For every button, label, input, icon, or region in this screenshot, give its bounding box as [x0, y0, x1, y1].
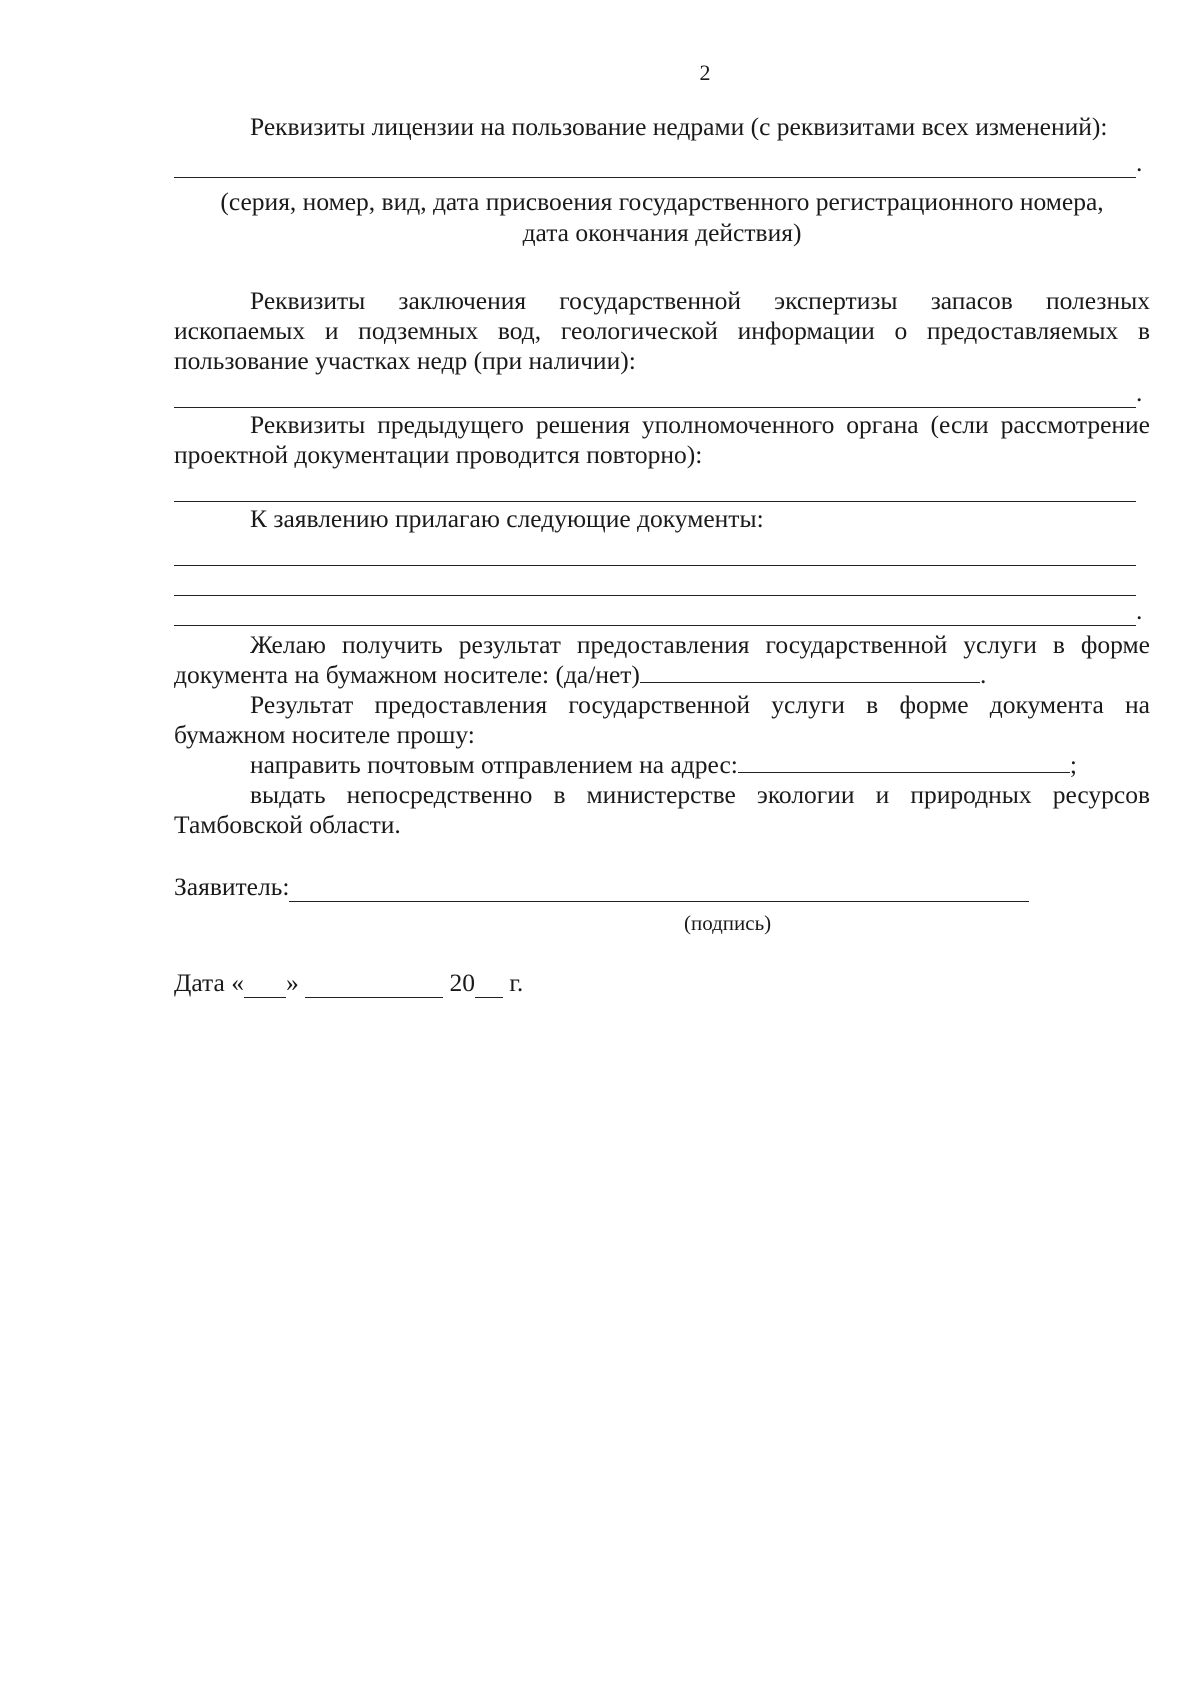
expertise-requisites-field[interactable] — [174, 378, 1150, 408]
attachments-field-2[interactable] — [174, 566, 1150, 596]
attachments-blank-line-2[interactable] — [174, 571, 1136, 596]
date-year-suffix: г. — [509, 968, 524, 997]
document-body — [174, 112, 1150, 998]
mail-option-line — [174, 750, 1150, 780]
expertise-requisites-text: Реквизиты заключения государственной экспертизы запасов полезных ископаемых и подземных вод, геологической информации о предоставляемых в пользование участках недр (при наличии): — [174, 286, 1150, 375]
paper-form-paragraph — [174, 630, 1150, 690]
attachments-line-end: . — [1136, 596, 1143, 625]
date-label: Дата « — [174, 968, 244, 997]
date-year-field[interactable] — [475, 975, 503, 998]
delivery-intro-text: Результат предоставления государственной услуги в форме документа на бумажном носителе прошу: — [174, 690, 1150, 749]
license-blank-line[interactable] — [174, 153, 1136, 178]
in-person-option-text: выдать непосредственно в министерстве экологии и природных ресурсов Тамбовской области. — [174, 780, 1150, 839]
license-requisites-field[interactable] — [174, 148, 1150, 178]
attachments-blank-line-1[interactable] — [174, 541, 1136, 566]
attachments-text: К заявлению прилагаю следующие документы: — [250, 504, 764, 533]
attachments-blank-line-3[interactable] — [174, 601, 1136, 626]
expertise-line-end: . — [1136, 378, 1143, 407]
license-field-caption: (серия, номер, вид, дата присвоения государственного регистрационного номера, дата окончания действия) — [220, 187, 1104, 247]
page-number: 2 — [699, 60, 711, 85]
previous-decision-field[interactable] — [174, 472, 1150, 502]
paper-form-answer-field[interactable] — [640, 660, 980, 683]
signature-field[interactable] — [289, 877, 1029, 902]
mail-option-end: ; — [1069, 750, 1077, 779]
paper-form-text: Желаю получить результат предоставления государственной услуги в форме документа на бумажном носителе: (да/нет) — [174, 630, 1150, 689]
mail-address-field[interactable] — [738, 750, 1070, 773]
mail-option-text: направить почтовым отправлением на адрес: — [250, 750, 738, 779]
date-day-field[interactable] — [244, 975, 286, 998]
date-row — [174, 968, 1150, 998]
previous-decision-text: Реквизиты предыдущего решения уполномоченного органа (если рассмотрение проектной документации проводится повторно): — [174, 410, 1150, 469]
license-line-end: . — [1136, 148, 1143, 177]
signature-row — [174, 872, 1150, 902]
date-close-quote: » — [285, 968, 299, 997]
applicant-label: Заявитель: — [174, 872, 290, 901]
attachments-field-1[interactable] — [174, 536, 1150, 566]
paper-form-end: . — [979, 660, 987, 689]
attachments-field-3[interactable] — [174, 596, 1150, 626]
date-year-prefix: 20 — [449, 968, 475, 997]
expertise-blank-line[interactable] — [174, 383, 1136, 408]
date-month-field[interactable] — [305, 975, 443, 998]
license-requisites-text: Реквизиты лицензии на пользование недрами (с реквизитами всех изменений): — [250, 112, 1108, 141]
signature-caption: (подпись) — [684, 911, 772, 935]
previous-decision-blank-line[interactable] — [174, 477, 1136, 502]
